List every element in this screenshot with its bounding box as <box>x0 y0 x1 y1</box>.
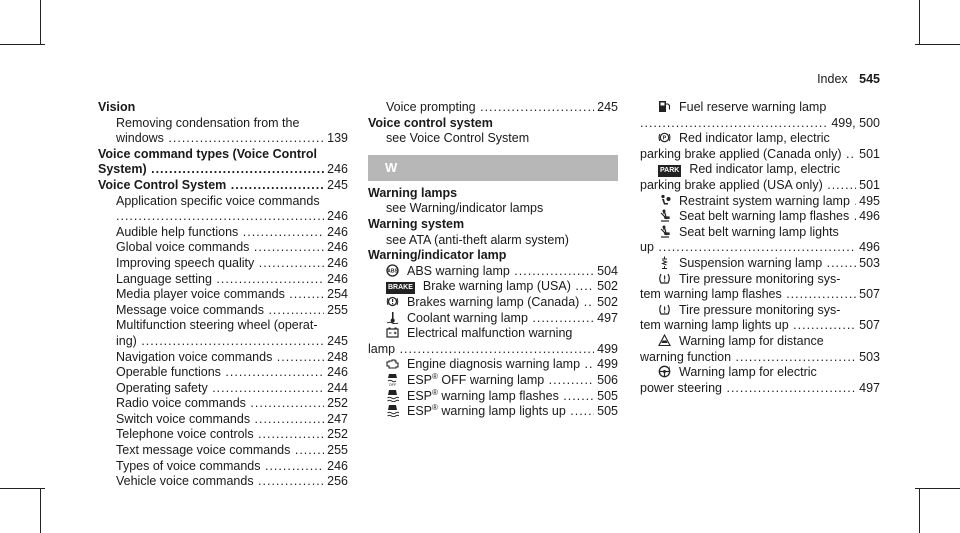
entry-heading: Vision <box>98 100 136 114</box>
entry-sub: P Red indicator lamp, electric <box>640 131 880 147</box>
entry-sub: ! Warning lamp for electric <box>640 365 880 381</box>
entry-heading: Warning/indicator lamp <box>368 248 507 263</box>
crop-mark <box>919 488 920 533</box>
index-entry[interactable]: ABS ABS warning lamp ..... 504 <box>368 264 618 280</box>
see-reference[interactable]: see Voice Control System <box>386 131 530 146</box>
esp-icon <box>386 389 399 402</box>
crop-mark <box>0 488 45 489</box>
crop-mark <box>0 44 45 45</box>
index-entry[interactable]: Audible help functions ..... 246 <box>98 225 348 241</box>
see-reference[interactable]: see Warning/indicator lamps <box>386 201 544 216</box>
index-entry[interactable]: Coolant warning lamp ..... 497 <box>368 311 618 327</box>
abs-icon <box>386 264 399 277</box>
index-entry[interactable]: Switch voice commands ..... 247 <box>98 412 348 428</box>
index-entry[interactable]: lamp ..... 499 <box>368 342 618 358</box>
entry-sub: Fuel reserve warning lamp <box>640 100 880 116</box>
index-entry[interactable]: Telephone voice controls ..... 252 <box>98 427 348 443</box>
entry-heading: Voice command types (Voice Control <box>98 146 318 161</box>
entry-sub: Warning lamp for distance <box>640 334 880 350</box>
page-header <box>817 72 880 86</box>
index-entry[interactable]: ESP® warning lamp lights up ..... 505 <box>368 404 618 420</box>
crop-mark <box>40 488 41 533</box>
parking-brake-icon <box>658 131 671 144</box>
index-entry[interactable]: Navigation voice commands ..... 248 <box>98 350 348 366</box>
index-entry[interactable]: Types of voice commands ..... 246 <box>98 459 348 475</box>
crop-mark <box>40 0 41 45</box>
index-entry[interactable]: Restraint system warning lamp ..... 495 <box>640 194 880 210</box>
entry-sub: Seat belt warning lamp lights <box>640 225 880 241</box>
index-entry[interactable]: ESP® warning lamp flashes ..... 505 <box>368 389 618 405</box>
crop-mark <box>915 44 960 45</box>
index-entry[interactable]: Radio voice commands ..... 252 <box>98 396 348 412</box>
entry-heading: Warning system <box>368 216 465 231</box>
index-entry[interactable]: System) ..... 246 <box>98 162 348 178</box>
steering-wheel-icon <box>658 365 671 378</box>
fuel-pump-icon <box>658 100 671 113</box>
svg-text:OFF: OFF <box>388 382 397 386</box>
page-number: 545 <box>859 72 880 86</box>
entry-sub: Tire pressure monitoring sys- <box>640 303 880 319</box>
esp-icon <box>386 404 399 417</box>
entry-sub: Electrical malfunction warning <box>368 326 618 342</box>
index-column-3 <box>640 100 880 396</box>
index-entry[interactable]: Operable functions ..... 246 <box>98 365 348 381</box>
index-entry[interactable]: ..... 246 <box>98 209 348 225</box>
brake-icon: BRAKE <box>386 282 415 294</box>
seat-belt-icon <box>658 209 671 222</box>
index-entry[interactable]: ..... 499, 500 <box>640 116 880 132</box>
distance-warning-icon <box>658 334 671 347</box>
battery-icon <box>386 326 399 339</box>
index-entry[interactable]: parking brake applied (USA only) ..... 501 <box>640 178 880 194</box>
entry-sub: PARK Red indicator lamp, electric <box>660 162 841 177</box>
tire-pressure-icon <box>658 272 671 285</box>
entry-heading: Voice control system <box>368 115 493 130</box>
index-entry[interactable]: Voice Control System ..... 245 <box>98 178 348 194</box>
index-entry[interactable]: Seat belt warning lamp flashes ..... 496 <box>640 209 880 225</box>
tire-pressure-icon <box>658 303 671 316</box>
index-entry[interactable]: ing) ..... 245 <box>98 334 348 350</box>
index-entry[interactable]: Engine diagnosis warning lamp ..... 499 <box>368 357 618 373</box>
letter-section-header: W <box>368 155 618 181</box>
svg-text:P: P <box>662 135 667 142</box>
suspension-icon <box>658 256 671 269</box>
index-entry[interactable]: up ..... 496 <box>640 240 880 256</box>
engine-icon <box>386 357 399 370</box>
park-icon: PARK <box>658 165 681 177</box>
brake-circle-icon <box>386 295 399 308</box>
index-entry[interactable]: tem warning lamp flashes ..... 507 <box>640 287 880 303</box>
esp-off-icon <box>386 373 399 386</box>
index-entry[interactable]: OFF ESP® OFF warning lamp ..... 506 <box>368 373 618 389</box>
crop-mark <box>919 0 920 45</box>
entry-heading: Warning lamps <box>368 185 458 200</box>
index-entry[interactable]: warning function ..... 503 <box>640 350 880 366</box>
coolant-icon <box>386 311 399 324</box>
see-reference[interactable]: see ATA (anti-theft alarm system) <box>386 232 569 247</box>
index-entry[interactable]: Voice prompting ..... 245 <box>368 100 618 116</box>
svg-text:!: ! <box>669 365 671 371</box>
index-entry[interactable]: parking brake applied (Canada only) ..... 501 <box>640 147 880 163</box>
index-column-1 <box>98 100 348 490</box>
index-entry[interactable]: Suspension warning lamp ..... 503 <box>640 256 880 272</box>
entry-sub: Application specific voice commands <box>116 193 320 208</box>
header-index-label: Index <box>817 72 848 86</box>
index-entry[interactable]: Language setting ..... 246 <box>98 272 348 288</box>
seat-belt-icon <box>658 225 671 238</box>
index-entry[interactable]: tem warning lamp lights up ..... 507 <box>640 318 880 334</box>
index-entry[interactable]: Brakes warning lamp (Canada) ..... 502 <box>368 295 618 311</box>
index-column-2 <box>368 100 618 420</box>
crop-mark <box>915 488 960 489</box>
index-entry[interactable]: Message voice commands ..... 255 <box>98 303 348 319</box>
index-entry[interactable]: Vehicle voice commands ..... 256 <box>98 474 348 490</box>
index-entry[interactable]: Text message voice commands ..... 255 <box>98 443 348 459</box>
index-entry[interactable]: BRAKE Brake warning lamp (USA) ..... 502 <box>368 279 618 295</box>
index-entry[interactable]: Operating safety ..... 244 <box>98 381 348 397</box>
restraint-system-icon <box>658 194 671 207</box>
svg-text:ABS: ABS <box>387 268 398 275</box>
entry-sub: Tire pressure monitoring sys- <box>640 272 880 288</box>
entry-sub: Removing condensation from the <box>116 115 300 130</box>
entry-sub: Multifunction steering wheel (operat- <box>116 318 318 333</box>
index-entry[interactable]: Media player voice commands ..... 254 <box>98 287 348 303</box>
index-entry[interactable]: Improving speech quality ..... 246 <box>98 256 348 272</box>
index-entry[interactable]: power steering ..... 497 <box>640 381 880 397</box>
index-entry[interactable]: Global voice commands ..... 246 <box>98 240 348 256</box>
index-entry[interactable]: windows ..... 139 <box>98 131 348 147</box>
